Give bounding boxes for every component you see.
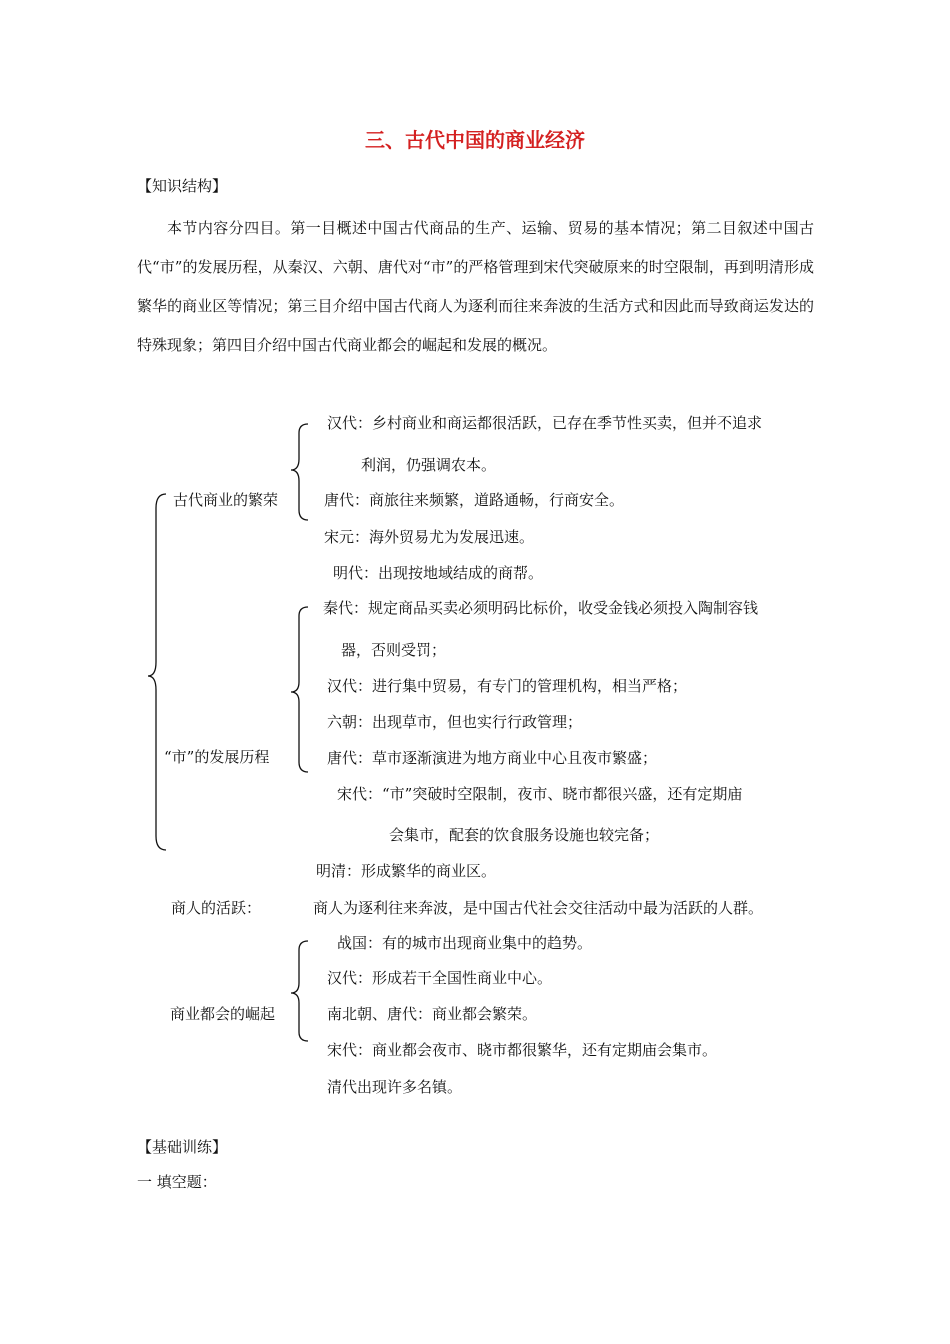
label-prosperity: 古代商业的繁荣: [173, 491, 279, 509]
item-prosperity-han-line2: 利润，仍强调农本。: [361, 456, 497, 474]
item-market-han: 汉代：进行集中贸易，有专门的管理机构，相当严格；: [327, 677, 688, 695]
label-market: “市”的发展历程: [164, 748, 270, 766]
item-cities-song: 宋代：商业都会夜市、晓市都很繁华，还有定期庙会集市。: [327, 1041, 718, 1059]
item-cities-han: 汉代：形成若干全国性商业中心。: [327, 969, 553, 987]
item-market-tang: 唐代：草市逐渐演进为地方商业中心且夜市繁盛；: [327, 749, 658, 767]
item-merchants: 商人为逐利往来奔波，是中国古代社会交往活动中最为活跃的人群。: [313, 899, 764, 917]
section-heading-basic: 【基础训练】: [137, 1138, 228, 1156]
label-merchants: 商人的活跃：: [171, 899, 262, 917]
brace-cities: [291, 941, 308, 1041]
brace-market: [291, 607, 308, 772]
fill-blank-heading: 一 填空题：: [137, 1173, 217, 1191]
brace-prosperity: [291, 424, 308, 520]
item-market-qin-line2: 器，否则受罚；: [341, 641, 447, 659]
item-prosperity-ming: 明代：出现按地域结成的商帮。: [333, 564, 544, 582]
item-prosperity-tang: 唐代：商旅往来频繁，道路通畅，行商安全。: [324, 491, 625, 509]
item-prosperity-songyuan: 宋元：海外贸易尤为发展迅速。: [324, 528, 535, 546]
page-title: 三、古代中国的商业经济: [365, 128, 585, 152]
item-market-song-line2: 会集市，配套的饮食服务设施也较完备；: [389, 826, 660, 844]
section-heading-knowledge: 【知识结构】: [137, 177, 228, 195]
item-market-mingqing: 明清：形成繁华的商业区。: [316, 862, 497, 880]
brace-main: [148, 494, 166, 850]
intro-paragraph: 本节内容分四目。第一目概述中国古代商品的生产、运输、贸易的基本情况；第二目叙述中国古代“市”的发展历程，从秦汉、六朝、唐代对“市”的严格管理到宋代突破原来的时空限制，再到明清形成繁华的商业区等情况；第三目介绍中国古代商人为逐利而往来奔波的生活方式和因此而导致商运发达的特殊现象；第四目介绍中国古代商业都会的崛起和发展的概况。: [137, 219, 814, 354]
label-cities: 商业都会的崛起: [170, 1005, 276, 1023]
item-cities-nanbei: 南北朝、唐代：商业都会繁荣。: [327, 1005, 538, 1023]
item-prosperity-han-line1: 汉代：乡村商业和商运都很活跃，已存在季节性买卖，但并不追求: [327, 414, 763, 432]
item-cities-zhanguo: 战国：有的城市出现商业集中的趋势。: [337, 934, 593, 952]
item-market-liuchao: 六朝：出现草市，但也实行行政管理；: [327, 713, 583, 731]
item-cities-qing: 清代出现许多名镇。: [327, 1078, 463, 1096]
item-market-qin-line1: 秦代：规定商品买卖必须明码比标价，收受金钱必须投入陶制容钱: [323, 599, 759, 617]
item-market-song-line1: 宋代：“市”突破时空限制，夜市、晓市都很兴盛，还有定期庙: [337, 785, 743, 803]
